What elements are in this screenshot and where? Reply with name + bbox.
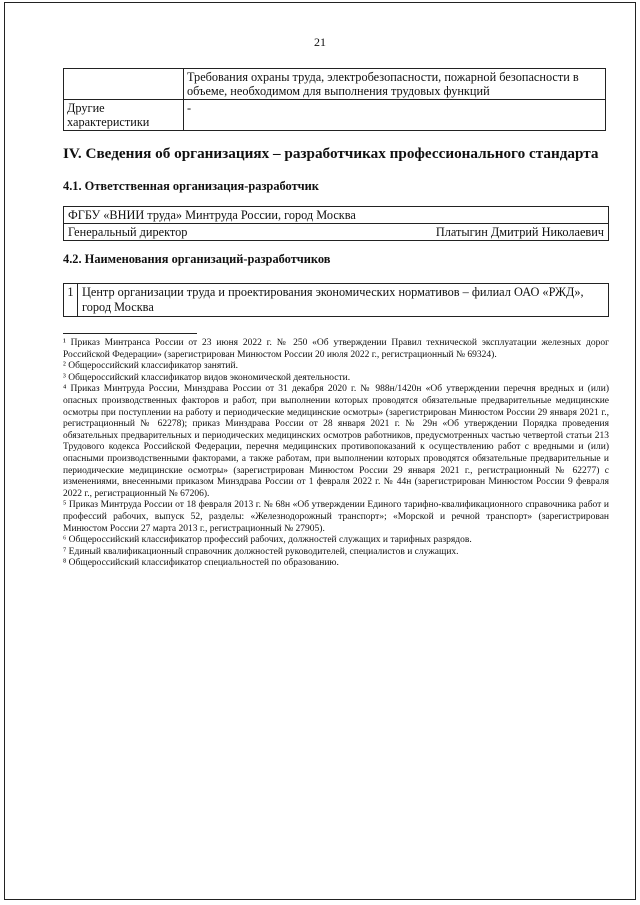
table-row xyxy=(64,100,606,131)
signatory-name: Платыгин Дмитрий Николаевич xyxy=(435,225,604,239)
signatory-cell xyxy=(64,224,609,241)
footnote: ⁸ Общероссийский классификатор специальностей по образованию. xyxy=(63,558,339,569)
footnote: ¹ Приказ Минтранса России от 23 июня 2022 г. № 250 «Об утверждении Правил технической эксплуатации железных дорог Российской Федерации» (зарегистрирован Минюстом России 20 июля 2022 г., регистрационный № 69324). xyxy=(63,338,609,360)
row-label: Другие характеристики xyxy=(64,100,184,131)
section-title: IV. Сведения об организациях – разработчиках профессионального стандарта xyxy=(63,145,599,162)
table-row xyxy=(64,207,609,224)
footnote: ⁴ Приказ Минтруда России, Минздрава России от 31 декабря 2020 г. № 988н/1420н «Об утверждении перечня вредных и (или) опасных производственных факторов и работ, при выполнении которых проводятся обязательные предварительные медицинские осмотры при поступлении на работу и периодические медицинские осмотры» (зарегистрирован Минюстом России 29 января 2021 г., регистрационный № 62278); приказ Минздрава России от 28 января 2021 г. № 29н «Об утверждении Порядка проведения обязательных предварительных и периодических медицинских осмотров работников, предусмотренных частью четвертой статьи 213 Трудового кодекса Российской Федерации, перечня медицинских противопоказаний к осуществлению работ с вредными и (или) опасными производственными факторами, а также работам, при выполнении которых проводятся обязательные предварительные и периодические медицинские осмотры» (зарегистрирован Минюстом России 29 января 2021 г., регистрационный № 62277) с изменениями, внесенными приказом Минздрава России от 1 февраля 2022 г. № 44н (зарегистрирован Минюстом России 9 февраля 2022 г., регистрационный № 67206). xyxy=(63,384,609,499)
footnote: ³ Общероссийский классификатор видов экономической деятельности. xyxy=(63,372,351,383)
page-number: 21 xyxy=(314,35,326,49)
row-value: - xyxy=(184,100,606,131)
signatory-position: Генеральный директор xyxy=(68,225,188,239)
footnote: ⁵ Приказ Минтруда России от 18 февраля 2013 г. № 68н «Об утверждении Единого тарифно-квалификационного справочника работ и профессий рабочих, выпуск 52, разделы: «Железнодорожный транспорт»; «Морской и речной транспорт» (зарегистрирован Минюстом России 27 марта 2013 г., регистрационный № 27905). xyxy=(63,500,609,534)
table-row xyxy=(64,284,609,317)
row-label xyxy=(64,69,184,100)
organization-name: ФГБУ «ВНИИ труда» Минтруда России, город Москва xyxy=(64,207,609,224)
table-row xyxy=(64,224,609,241)
footnote: ⁷ Единый квалификационный справочник должностей руководителей, специалистов и служащих. xyxy=(63,546,459,557)
responsible-organization-table xyxy=(63,206,609,241)
row-value: Требования охраны труда, электробезопасности, пожарной безопасности в объеме, необходимом для выполнения трудовых функций xyxy=(184,69,606,100)
subsection-title-responsible: 4.1. Ответственная организация-разработчик xyxy=(63,179,319,193)
footnote: ⁶ Общероссийский классификатор профессий рабочих, должностей служащих и тарифных разрядов. xyxy=(63,535,472,546)
requirements-table xyxy=(63,68,606,131)
table-row xyxy=(64,69,606,100)
subsection-title-developers: 4.2. Наименования организаций-разработчиков xyxy=(63,252,331,266)
footnote: ² Общероссийский классификатор занятий. xyxy=(63,361,238,372)
footnotes xyxy=(63,338,609,570)
row-number: 1 xyxy=(64,284,78,317)
developer-organizations-table xyxy=(63,283,609,317)
footnote-separator xyxy=(63,333,197,334)
developer-organization-name: Центр организации труда и проектирования экономических нормативов – филиал ОАО «РЖД», город Москва xyxy=(78,284,609,317)
